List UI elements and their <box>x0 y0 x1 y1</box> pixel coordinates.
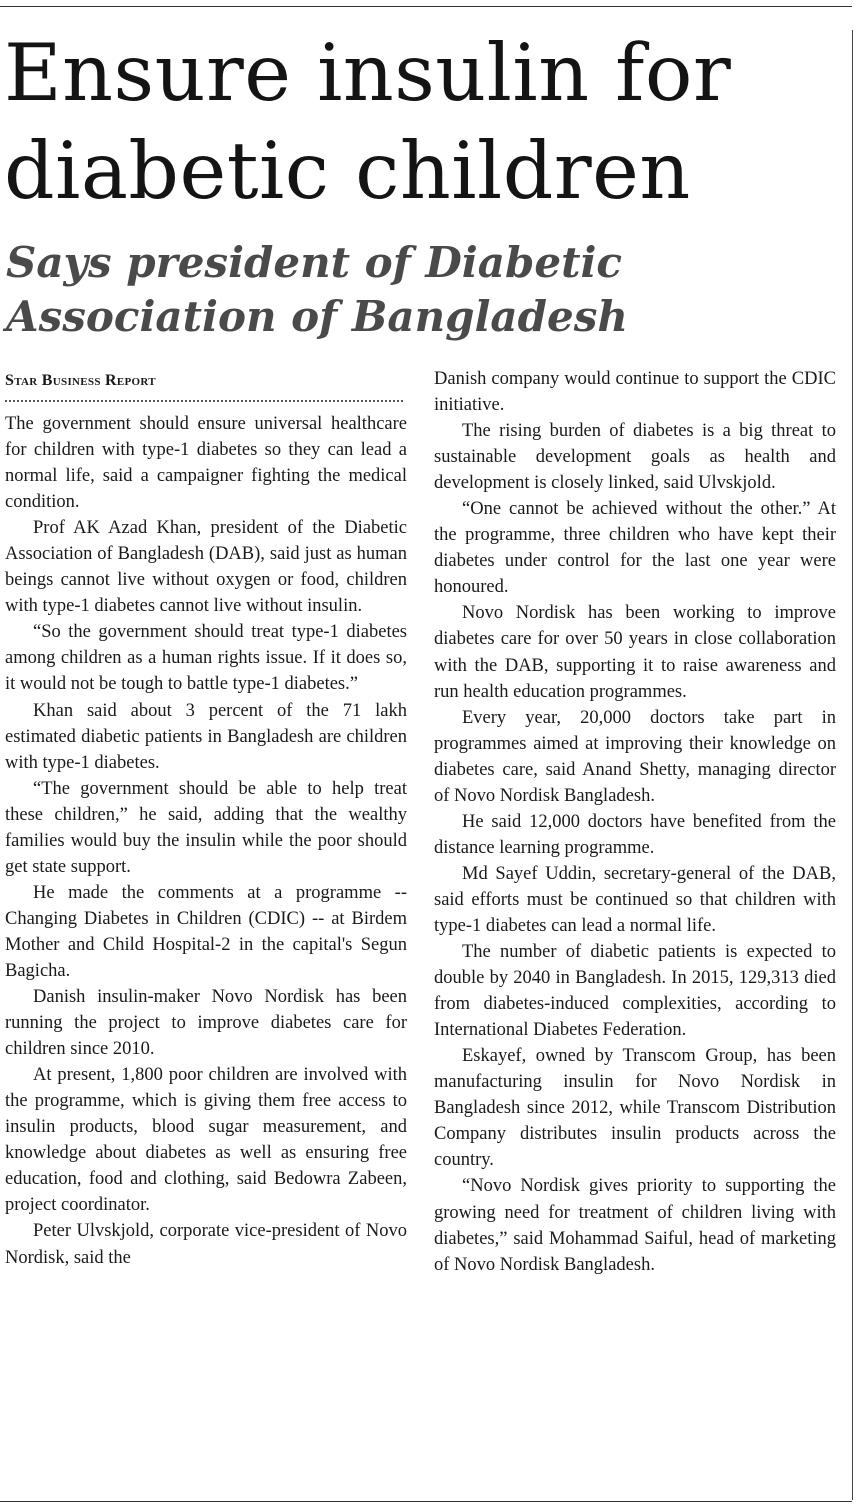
byline: Star Business Report <box>5 372 156 389</box>
paragraph: At present, 1,800 poor children are involved with the programme, which is giving them free access to insulin products, blood sugar measurement, and knowledge about diabetes as well as ensuring free education, food and clothing, said Bedowra Zabeen, project coordinator. <box>5 1065 407 1216</box>
paragraph: Every year, 20,000 doctors take part in programmes aimed at improving their knowledge on diabetes care, said Anand Shetty, managing director of Novo Nordisk Bangladesh. <box>434 707 836 806</box>
paragraph: “One cannot be achieved without the other.” At the programme, three children who have kept their diabetes under control for the last one year were honoured. <box>434 499 836 598</box>
paragraph: Danish company would continue to support the CDIC initiative. <box>434 369 836 416</box>
right-margin-rule <box>852 30 853 1500</box>
paragraph: Novo Nordisk has been working to improve diabetes care for over 50 years in close collaboration with the DAB, supporting it to raise awareness and run health education programmes. <box>434 603 836 702</box>
subheadline: Says president of Diabetic Association of Bangladesh <box>6 238 628 341</box>
paragraph: Khan said about 3 percent of the 71 lakh estimated diabetic patients in Bangladesh are children with type-1 diabetes. <box>5 700 407 773</box>
paragraph: “So the government should treat type-1 diabetes among children as a human rights issue. If it does so, it would not be tough to battle type-1 diabetes.” <box>5 622 407 695</box>
paragraph: He made the comments at a programme -- Changing Diabetes in Children (CDIC) -- at Birdem Mother and Child Hospital-2 in the capital's Segun Bagicha. <box>5 882 407 981</box>
paragraph: Danish insulin-maker Novo Nordisk has been running the project to improve diabetes care for children since 2010. <box>5 987 407 1060</box>
paragraph: He said 12,000 doctors have benefited from the distance learning programme. <box>434 811 836 858</box>
paragraph: Md Sayef Uddin, secretary-general of the DAB, said efforts must be continued so that children with type-1 diabetes can lead a normal life. <box>434 863 836 936</box>
paragraph: Eskayef, owned by Transcom Group, has been manufacturing insulin for Novo Nordisk in Bangladesh since 2012, while Transcom Distribution Company distributes insulin products across the country. <box>434 1046 836 1171</box>
paragraph: Prof AK Azad Khan, president of the Diabetic Association of Bangladesh (DAB), said just as human beings cannot live without oxygen or food, children with type-1 diabetes cannot live without insulin. <box>5 518 407 617</box>
paragraph: Peter Ulvskjold, corporate vice-president of Novo Nordisk, said the <box>5 1221 407 1268</box>
paragraph: “The government should be able to help treat these children,” he said, adding that the wealthy families would buy the insulin while the poor should get state support. <box>5 778 407 877</box>
paragraph: “Novo Nordisk gives priority to supporting the growing need for treatment of children living with diabetes,” said Mohammad Saiful, head of marketing of Novo Nordisk Bangladesh. <box>434 1176 836 1275</box>
paragraph: The number of diabetic patients is expected to double by 2040 in Bangladesh. In 2015, 129,313 died from diabetes-induced complexities, according to International Diabetes Federation. <box>434 942 836 1041</box>
paragraph: The government should ensure universal healthcare for children with type-1 diabetes so they can lead a normal life, said a campaigner fighting the medical condition. <box>5 414 407 513</box>
bottom-rule <box>0 1501 852 1502</box>
article-column-right <box>434 366 836 1278</box>
byline-divider <box>5 400 403 402</box>
headline: Ensure insulin for diabetic children <box>4 27 732 217</box>
paragraph: The rising burden of diabetes is a big threat to sustainable development goals as health and development is closely linked, said Ulvskjold. <box>434 421 836 494</box>
article-column-left <box>5 366 407 1271</box>
top-rule <box>0 6 852 7</box>
